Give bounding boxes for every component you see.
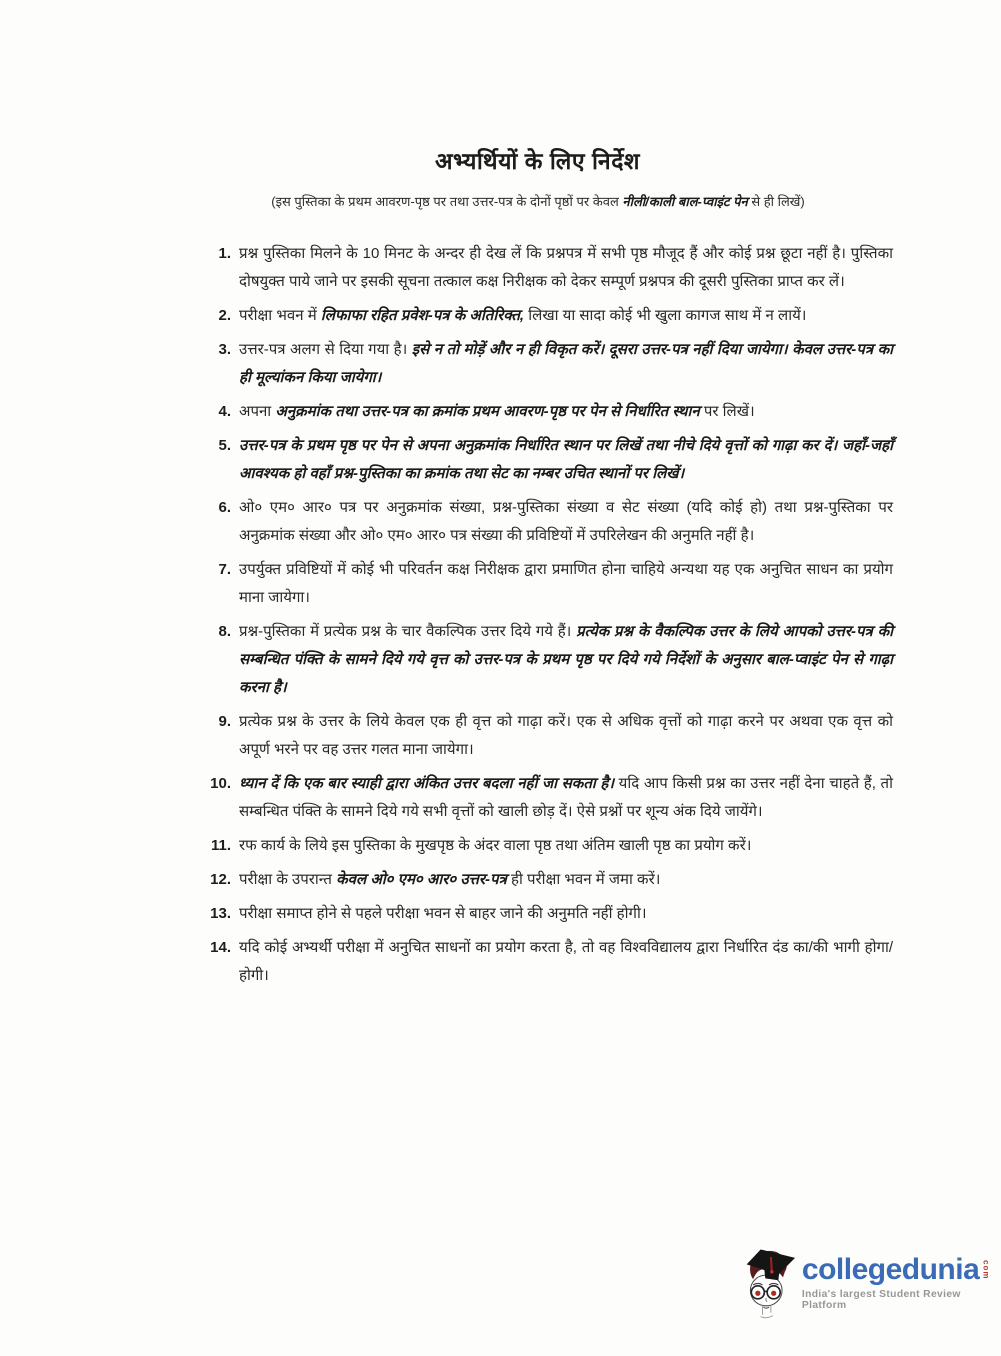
instruction-number: 1.: [218, 245, 231, 262]
page-title: अभ्यर्थियों के लिए निर्देश: [434, 148, 641, 174]
instruction-item: [201, 398, 893, 426]
instruction-text: [239, 398, 893, 426]
logo-domain: com: [981, 1260, 991, 1280]
instruction-item: [201, 708, 893, 764]
instruction-text: [239, 832, 893, 860]
instruction-segment: ध्यान दें कि एक बार स्याही द्वारा अंकित उत्तर बदला नहीं जा सकता है।: [239, 775, 615, 792]
instruction-segment: यदि आप किसी प्रश्न का उत्तर नहीं देना चाहते हैं, तो सम्बन्धित पंक्ति के सामने दिये गये सभी वृत्तों को खाली छोड़ दें। ऐसे प्रश्नों पर शून्य अंक दिये जायेंगे।: [239, 775, 893, 820]
instruction-number: 10.: [210, 775, 231, 792]
instruction-item: [201, 866, 893, 894]
logo-wordmark: collegedunia: [801, 1253, 980, 1286]
instruction-item: [201, 556, 893, 612]
instruction-number: 13.: [210, 905, 231, 922]
instruction-text: [239, 556, 893, 612]
instruction-segment: प्रत्येक प्रश्न के उत्तर के लिये केवल एक ही वृत्त को गाढ़ा करें। एक से अधिक वृत्तों को गाढ़ा करने पर अथवा एक वृत्त को अपूर्ण भरने पर वह उत्तर गलत माना जायेगा।: [239, 713, 893, 758]
instruction-item: [201, 494, 893, 550]
collegedunia-mascot-icon: [742, 1243, 798, 1323]
instruction-segment: ओ० एम० आर० पत्र पर अनुक्रमांक संख्या, प्रश्न-पुस्तिका संख्या व सेट संख्या (यदि कोई हो) तथा प्रश्न-पुस्तिका पर अनुक्रमांक संख्या और ओ० एम० आर० पत्र संख्या की प्रविष्टियों में उपरिलेखन की अनुमति नहीं है।: [239, 499, 893, 544]
subtitle-segment: (इस पुस्तिका के प्रथम आवरण-पृष्ठ पर तथा उत्तर-पत्र के दोनों पृष्ठों पर केवल: [271, 194, 623, 209]
instruction-item: [201, 934, 893, 990]
instruction-text: [239, 770, 893, 826]
instruction-item: [201, 770, 893, 826]
instruction-number: 12.: [210, 871, 231, 888]
instruction-segment: परीक्षा समाप्त होने से पहले परीक्षा भवन से बाहर जाने की अनुमति नहीं होगी।: [239, 905, 647, 922]
instruction-number: 7.: [218, 561, 231, 578]
instruction-item: [201, 832, 893, 860]
instruction-item: [201, 900, 893, 928]
instruction-text: [239, 494, 893, 550]
instruction-segment: यदि कोई अभ्यर्थी परीक्षा में अनुचित साधनों का प्रयोग करता है, तो वह विश्वविद्यालय द्वारा निर्धारित दंड का/की भागी होगा/होगी।: [239, 939, 893, 984]
instruction-text: [239, 708, 893, 764]
logo-text-block: [802, 1255, 1001, 1311]
instruction-segment: प्रत्येक प्रश्न के वैकल्पिक उत्तर के लिये आपको उत्तर-पत्र की सम्बन्धित पंक्ति के सामने दिये गये वृत्त को उत्तर-पत्र के प्रथम पृष्ठ पर दिये गये निर्देशों के अनुसार बाल-प्वाइंट पेन से गाढ़ा करना है।: [239, 623, 893, 696]
instruction-segment: परीक्षा भवन में: [239, 307, 321, 324]
instruction-segment: ही परीक्षा भवन में जमा करें।: [506, 871, 661, 888]
instruction-segment: उत्तर-पत्र के प्रथम पृष्ठ पर पेन से अपना अनुक्रमांक निर्धारित स्थान पर लिखें तथा नीचे दिये वृत्तों को गाढ़ा कर दें। जहाँ-जहाँ आवश्यक हो वहाँ प्रश्न-पुस्तिका का क्रमांक तथा सेट का नम्बर उचित स्थानों पर लिखें।: [239, 437, 893, 482]
instruction-number: 9.: [218, 713, 231, 730]
instruction-segment: इसे न तो मोड़ें और न ही विकृत करें। दूसरा उत्तर-पत्र नहीं दिया जायेगा। केवल उत्तर-पत्र का ही मूल्यांकन किया जायेगा।: [239, 341, 893, 386]
instruction-item: [201, 432, 893, 488]
instruction-text: [239, 336, 893, 392]
instruction-number: 8.: [218, 623, 231, 640]
instruction-segment: परीक्षा के उपरान्त: [239, 871, 337, 888]
instruction-item: [201, 302, 893, 330]
instruction-number: 5.: [218, 437, 231, 454]
instruction-segment: अनुक्रमांक तथा उत्तर-पत्र का क्रमांक प्रथम आवरण-पृष्ठ पर पेन से निर्धारित स्थान: [275, 403, 700, 420]
subtitle-segment: से ही लिखें): [747, 194, 805, 209]
instruction-text: [239, 302, 893, 330]
instruction-segment: प्रश्न-पुस्तिका में प्रत्येक प्रश्न के चार वैकल्पिक उत्तर दिये गये हैं।: [239, 623, 577, 640]
instruction-segment: केवल ओ० एम० आर० उत्तर-पत्र: [336, 871, 507, 888]
instruction-text: [239, 240, 893, 296]
instruction-text: [239, 618, 893, 702]
instruction-number: 2.: [218, 307, 231, 324]
instruction-number: 3.: [218, 341, 231, 358]
instruction-segment: अपना: [239, 403, 276, 420]
subtitle-line: [184, 192, 892, 210]
instruction-item: [201, 336, 893, 392]
instruction-item: [201, 240, 893, 296]
instruction-text: [239, 934, 893, 990]
instruction-number: 14.: [210, 939, 231, 956]
subtitle-segment: नीली/काली बाल-प्वाइंट पेन: [622, 194, 748, 209]
instruction-segment: पर लिखें।: [699, 403, 755, 420]
instruction-text: [239, 432, 893, 488]
instruction-segment: उपर्युक्त प्रविष्टियों में कोई भी परिवर्तन कक्ष निरीक्षक द्वारा प्रमाणित होना चाहिये अन्यथा यह एक अनुचित साधन का प्रयोग माना जायेगा।: [239, 561, 893, 606]
instruction-segment: रफ कार्य के लिये इस पुस्तिका के मुखपृष्ठ के अंदर वाला पृष्ठ तथा अंतिम खाली पृष्ठ का प्रयोग करें।: [239, 837, 752, 854]
instructions-list: [201, 240, 893, 996]
instruction-item: [201, 618, 893, 702]
instruction-number: 6.: [218, 499, 231, 516]
logo-tagline: India's largest Student Review Platform: [801, 1289, 961, 1311]
instruction-text: [239, 866, 893, 894]
instruction-number: 11.: [210, 837, 231, 854]
instruction-text: [239, 900, 893, 928]
instruction-segment: उत्तर-पत्र अलग से दिया गया है।: [239, 341, 412, 358]
collegedunia-logo: [742, 1243, 1001, 1323]
instruction-segment: लिफाफा रहित प्रवेश-पत्र के अतिरिक्त,: [320, 307, 525, 324]
instruction-segment: लिखा या सादा कोई भी खुला कागज साथ में न लायें।: [524, 307, 807, 324]
instruction-number: 4.: [218, 403, 231, 420]
instruction-segment: प्रश्न पुस्तिका मिलने के 10 मिनट के अन्दर ही देख लें कि प्रश्नपत्र में सभी पृष्ठ मौजूद हैं और कोई प्रश्न छूटा नहीं है। पुस्तिका दोषयुक्त पाये जाने पर इसकी सूचना तत्काल कक्ष निरीक्षक को देकर सम्पूर्ण प्रश्नपत्र की दूसरी पुस्तिका प्राप्त कर लें।: [239, 245, 893, 290]
